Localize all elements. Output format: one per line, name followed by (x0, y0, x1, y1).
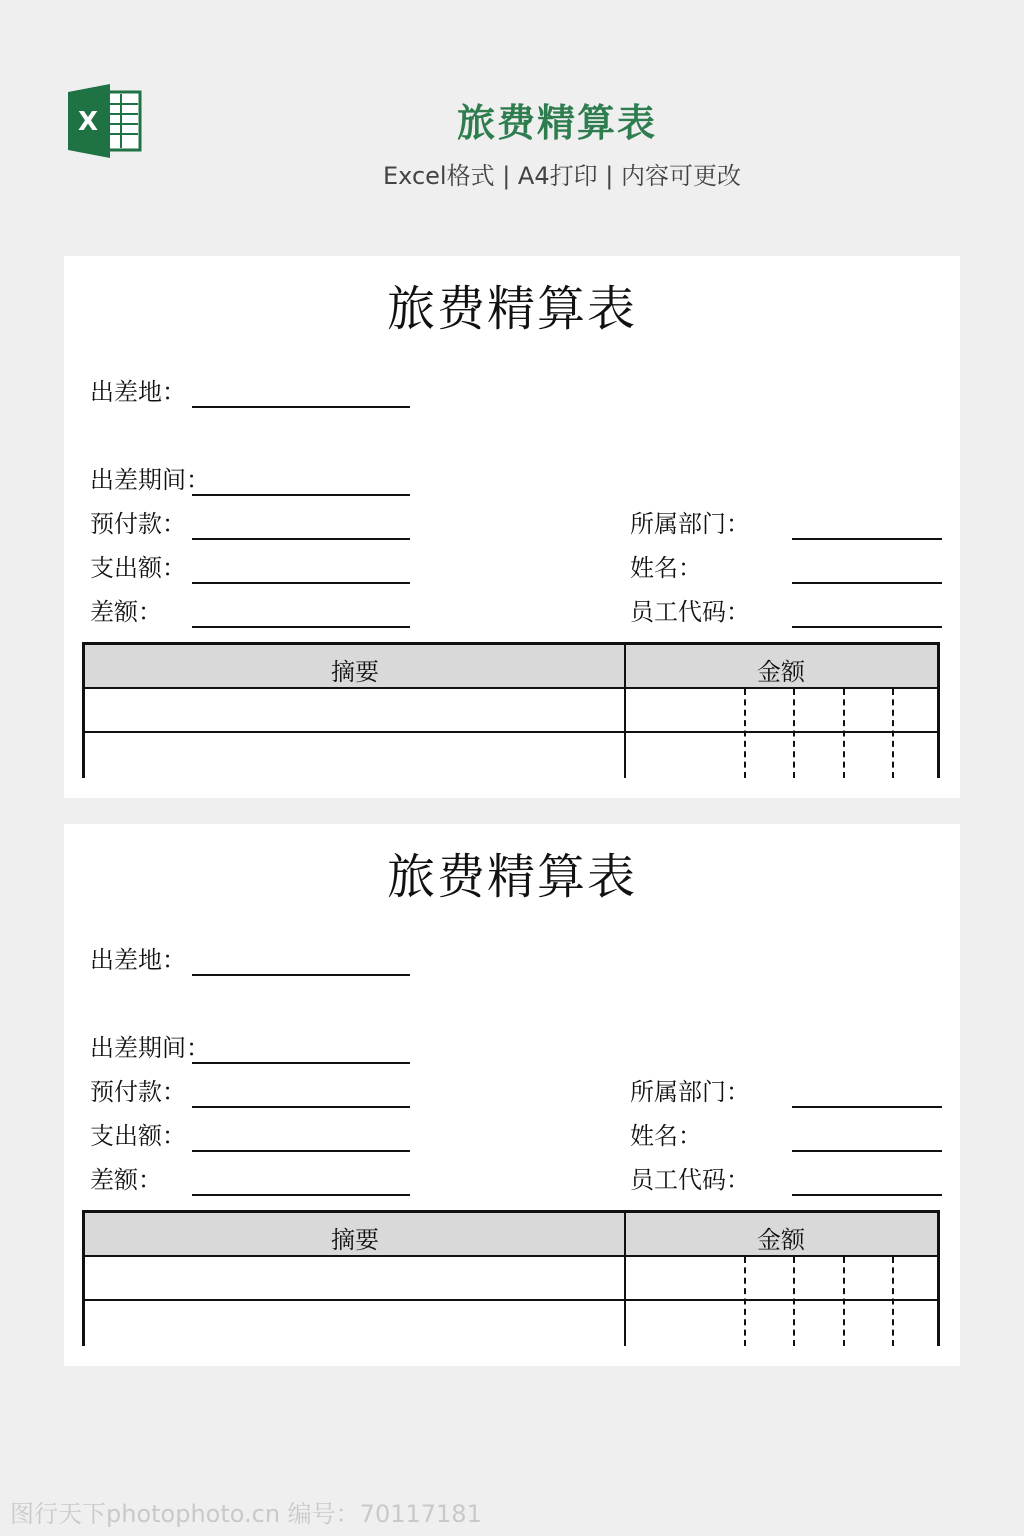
table-divider (82, 1255, 940, 1257)
period-label: 出差期间： (90, 466, 210, 494)
page-subtitle: Excel格式 | A4打印 | 内容可更改 (383, 162, 741, 190)
advance-label: 预付款： (90, 510, 186, 538)
table-divider (82, 731, 940, 733)
amount-digit-divider (843, 689, 845, 778)
department-field[interactable] (792, 538, 942, 540)
advance-label: 预付款： (90, 1078, 186, 1106)
employee-code-field[interactable] (792, 626, 942, 628)
name-label: 姓名： (630, 1122, 702, 1150)
employee-code-label: 员工代码： (630, 1166, 750, 1194)
department-label: 所属部门： (630, 510, 750, 538)
table-column-divider (624, 645, 626, 778)
department-label: 所属部门： (630, 1078, 750, 1106)
expense-form-card-2 (64, 824, 960, 1366)
advance-field[interactable] (192, 1106, 410, 1108)
form-title: 旅费精算表 (386, 849, 637, 905)
destination-label: 出差地： (90, 946, 186, 974)
table-column-divider (624, 1213, 626, 1346)
employee-code-label: 员工代码： (630, 598, 750, 626)
difference-label: 差额： (90, 1166, 162, 1194)
period-field[interactable] (192, 494, 410, 496)
amount-digit-divider (892, 1257, 894, 1346)
name-field[interactable] (792, 582, 942, 584)
amount-digit-divider (843, 1257, 845, 1346)
expense-field[interactable] (192, 582, 410, 584)
expense-field[interactable] (192, 1150, 410, 1152)
expense-form-card-1 (64, 256, 960, 798)
period-field[interactable] (192, 1062, 410, 1064)
difference-field[interactable] (192, 1194, 410, 1196)
amount-digit-divider (744, 1257, 746, 1346)
expense-label: 支出额： (90, 1122, 186, 1150)
watermark: 图行天下photophoto.cn 编号：70117181 (10, 1500, 482, 1528)
employee-code-field[interactable] (792, 1194, 942, 1196)
table-divider (82, 1299, 940, 1301)
destination-label: 出差地： (90, 378, 186, 406)
advance-field[interactable] (192, 538, 410, 540)
header-summary: 摘要 (331, 1226, 379, 1254)
name-field[interactable] (792, 1150, 942, 1152)
header-amount: 金额 (757, 658, 805, 686)
excel-logo-letter: X (77, 107, 99, 137)
header-amount: 金额 (757, 1226, 805, 1254)
amount-digit-divider (793, 689, 795, 778)
header-summary: 摘要 (331, 658, 379, 686)
department-field[interactable] (792, 1106, 942, 1108)
expense-label: 支出额： (90, 554, 186, 582)
difference-field[interactable] (192, 626, 410, 628)
amount-digit-divider (892, 689, 894, 778)
difference-label: 差额： (90, 598, 162, 626)
amount-digit-divider (744, 689, 746, 778)
amount-digit-divider (793, 1257, 795, 1346)
name-label: 姓名： (630, 554, 702, 582)
page-title: 旅费精算表 (456, 101, 657, 145)
table-divider (82, 687, 940, 689)
destination-field[interactable] (192, 974, 410, 976)
period-label: 出差期间： (90, 1034, 210, 1062)
destination-field[interactable] (192, 406, 410, 408)
form-title: 旅费精算表 (386, 281, 637, 337)
